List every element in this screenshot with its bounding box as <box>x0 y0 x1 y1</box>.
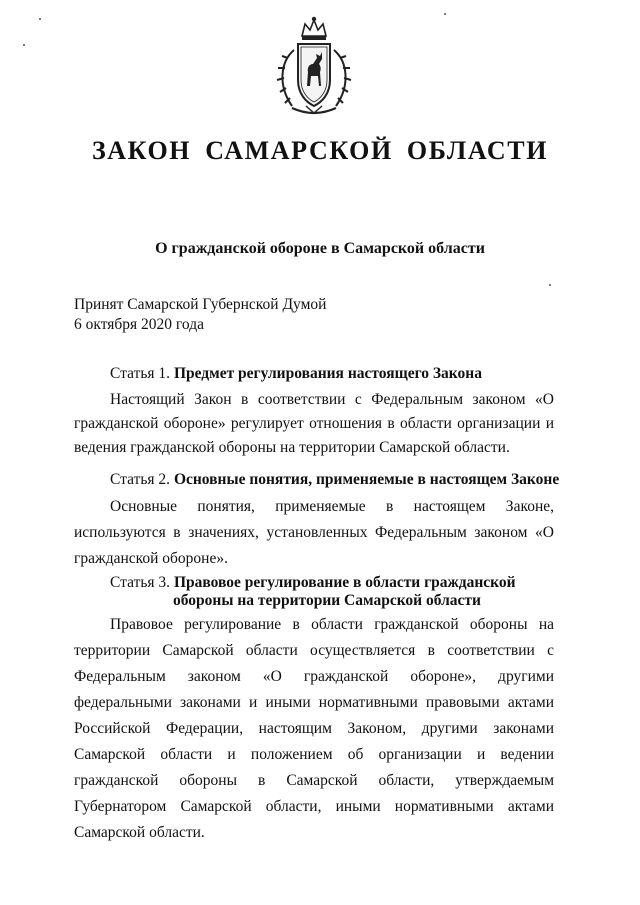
article-title: Предмет регулирования настоящего Закона <box>173 365 482 382</box>
article-3-text: Правовое регулирование в области гражданской обороны на территории Самарской области осуществляется в соответствии с Федеральным законом «О гражданской обороне», другими федеральными законами и иными нормативными правовыми актами Российской Федерации, настоящим Законом, другими законами Самарской области и положением об организации и ведении гражданской обороны в Самарской области, утверждаемым Губернатором Самарской области, иными нормативными актами Самарской области. <box>74 616 554 841</box>
scan-speck <box>549 284 551 286</box>
article-number: Статья 1. <box>110 365 171 382</box>
article-title: Основные понятия, применяемые в настоящем Законе <box>173 471 560 488</box>
article-title: Правовое регулирование в области гражданской <box>173 574 516 591</box>
article-2-text: Основные понятия, применяемые в настоящем Законе, используются в значениях, установленных Федеральным законом «О гражданской обороне». <box>74 498 554 567</box>
law-title: ЗАКОН САМАРСКОЙ ОБЛАСТИ <box>91 136 549 165</box>
samara-coat-of-arms-icon <box>272 14 356 118</box>
article-3-heading <box>110 574 516 610</box>
article-1-text: Настоящий Закон в соответствии с Федеральным законом «О гражданской обороне» регулирует отношения в области организации и ведения гражданской обороны на территории Самарской области. <box>74 391 554 456</box>
article-2-heading <box>110 470 559 490</box>
article-number: Статья 3. <box>110 574 171 591</box>
article-title-line2: обороны на территории Самарской области <box>173 592 481 609</box>
article-1-heading <box>110 364 482 384</box>
adopted-date: 6 октября 2020 года <box>74 316 204 333</box>
article-number: Статья 2. <box>110 471 171 488</box>
adoption-info <box>74 295 326 335</box>
law-subject: О гражданской обороне в Самарской области <box>155 240 485 257</box>
scan-speck <box>39 18 41 20</box>
scan-speck <box>444 13 446 15</box>
scan-speck <box>23 44 25 46</box>
adopted-by: Принят Самарской Губернской Думой <box>74 296 327 313</box>
